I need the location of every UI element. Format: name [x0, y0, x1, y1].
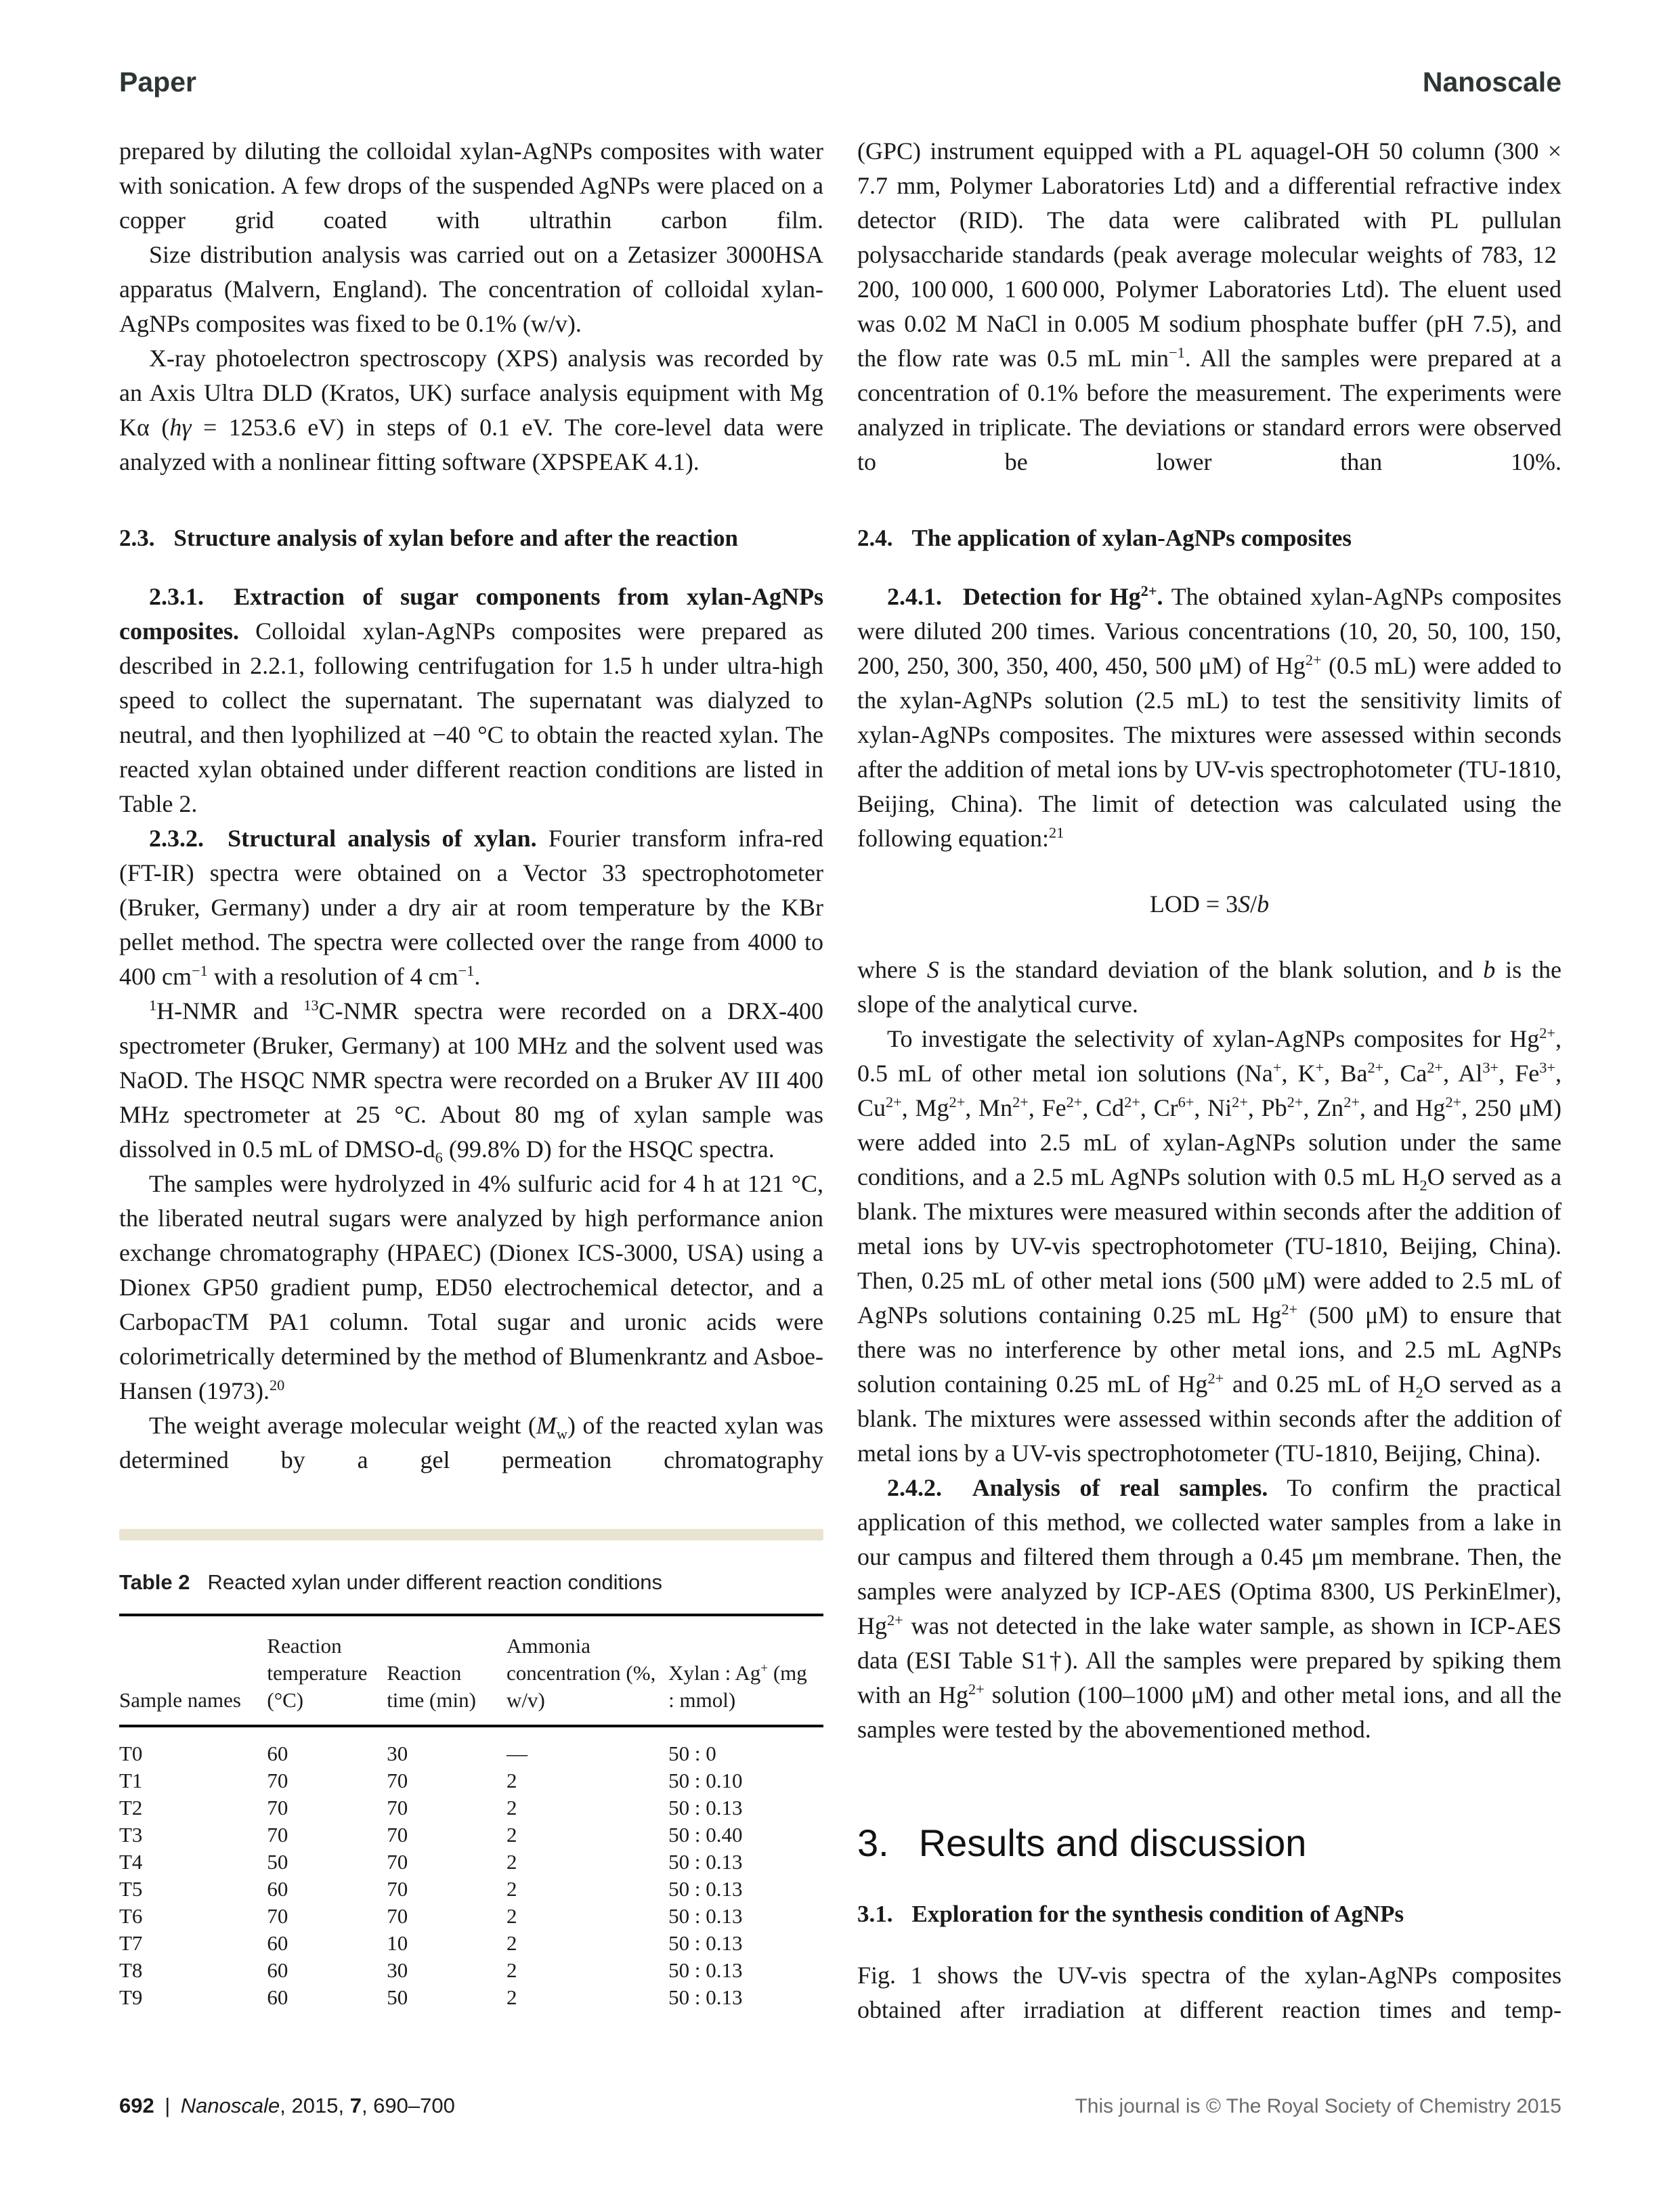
section-number: 2.3. — [119, 525, 155, 551]
table-cell: 2 — [506, 1769, 517, 1792]
table-cell: 50 — [267, 1850, 288, 1874]
section-heading-3 — [857, 1821, 1561, 1865]
table-cell: 2 — [506, 1958, 517, 1982]
table-cell: T9 — [119, 1985, 143, 2009]
table-row — [119, 1984, 823, 2011]
table-header — [119, 1615, 823, 1726]
table-cell: 2 — [506, 1985, 517, 2009]
table-caption — [119, 1569, 823, 1596]
table-row — [119, 1930, 823, 1957]
paragraph-2-3-1: 2.3.1. Extraction of sugar components from xylan-AgNPs composites. Colloidal xylan-AgNPs composites were prepared as described in 2.2.1, following centrifugation for 1.5 h under ultra-high speed to collect the supernatant. The supernatant was dialyzed to neutral, and then lyophilized at −40 °C to obtain the reacted xylan. The reacted xylan obtained under different reaction conditions are listed in Table 2. — [119, 583, 823, 817]
table-cell: 50 : 0.13 — [668, 1904, 743, 1928]
table-cell: T7 — [119, 1931, 143, 1955]
table-row — [119, 1876, 823, 1903]
page-header — [119, 66, 1561, 98]
column-header-xylan-ag-ratio: Xylan : Ag+ (mg : mmol) — [668, 1615, 823, 1726]
table-cell: T0 — [119, 1742, 143, 1765]
section-number: 3. — [857, 1821, 889, 1864]
table-cell: 2 — [506, 1823, 517, 1847]
table-cell: 50 : 0.10 — [668, 1769, 743, 1792]
paragraph-nmr: $^1$H-NMR and $^{13}$C-NMR spectra were recorded on a DRX-400 spectrometer (Bruker, Germany) at 100 MHz and the solvent used was NaOD. The HSQC NMR spectra were recorded on a Bruker AV III 400 MHz spectrometer at 25 °C. About 80 mg of xylan sample was dissolved in 0.5 mL of DMSO-$d_6$ (99.8% D) for the HSQC spectra. — [119, 997, 823, 1167]
table-cell: 2 — [506, 1904, 517, 1928]
table-cell: 70 — [267, 1769, 288, 1792]
two-column-body — [119, 134, 1561, 2027]
table-cell: T1 — [119, 1769, 143, 1792]
left-column — [119, 134, 823, 2027]
table-cell: 50 : 0.13 — [668, 1850, 743, 1874]
table-cell: 60 — [267, 1877, 288, 1901]
section-title: Exploration for the synthesis condition of AgNPs — [911, 1901, 1404, 1927]
copyright-notice: This journal is © The Royal Society of Chemistry 2015 — [1075, 2095, 1561, 2117]
table-body — [119, 1726, 823, 2011]
table-cell: 50 : 0 — [668, 1742, 716, 1765]
paragraph-size-distribution: Size distribution analysis was carried out on a Zetasizer 3000HSA apparatus (Malvern, England). The concentration of colloidal xylan-AgNPs composites was fixed to be 0.1% (w/v). — [119, 241, 823, 337]
table-cell: T6 — [119, 1904, 143, 1928]
table-cell: 70 — [387, 1904, 408, 1928]
table-cell: 60 — [267, 1985, 288, 2009]
table-cell: T3 — [119, 1823, 143, 1847]
table-cell: 60 — [267, 1931, 288, 1955]
article-type-label: Paper — [119, 66, 196, 98]
paragraph-molecular-weight: The weight average molecular weight $(M_w)$ of the reacted xylan was determined by a gel permeation chromatography — [119, 1412, 824, 1473]
table-cell: T4 — [119, 1850, 143, 1874]
section-heading-3-1 — [857, 1899, 1561, 1930]
section-title: The application of xylan-AgNPs composites — [911, 525, 1352, 551]
table-row — [119, 1957, 823, 1984]
table-divider-bar — [119, 1529, 823, 1540]
paragraph-xps: X-ray photoelectron spectroscopy (XPS) analysis was recorded by an Axis Ultra DLD (Kratos, UK) surface analysis equipment with Mg Kα (hγ = 1253.6 eV) in steps of 0.1 eV. The core-level data were analyzed with a nonlinear fitting software (XPSPEAK 4.1). — [119, 345, 823, 475]
table-row — [119, 1794, 823, 1821]
table-cell: 60 — [267, 1742, 288, 1765]
right-column — [857, 134, 1561, 2027]
section-title: Structure analysis of xylan before and after the reaction — [173, 525, 738, 551]
table-caption-text: Reacted xylan under different reaction conditions — [207, 1570, 663, 1594]
equation-lod: LOD = 3S/b — [1149, 890, 1270, 918]
table-row — [119, 1726, 823, 1767]
paragraph-selectivity: To investigate the selectivity of xylan-AgNPs composites for $Hg^{2+}$, 0.5 mL of other metal ion solutions (Na+, K+, $Ba^{2+}$, $Ca^{2+}$, $Al^{3+}$, $Fe^{3+}$, $Cu^{2+}$, $Mg^{2+}$, $Mn^{2+}$, $Fe^{2+}$, $Cd^{2+}$, $Cr^{6+}$, $Ni^{2+}$, $Pb^{2+}$, $Zn^{2+}$, and $Hg^{2+}$, 250 μM) were added into 2.5 mL of xylan-AgNPs solution under the same conditions, and a 2.5 mL AgNPs solution with 0.5 mL $H_2O$ served as a blank. The mixtures were measured within seconds after the addition of metal ions by UV-vis spectrophotometer (TU-1810, Beijing, China). Then, 0.25 mL of other metal ions (500 μM) were added to 2.5 mL of AgNPs solutions containing 0.25 mL $Hg^{2+}$ (500 μM) to ensure that there was no interference by other metal ions, and 2.5 mL AgNPs solution containing 0.25 mL of $Hg^{2+}$ and 0.25 mL of $H_2O$ served as a blank. The mixtures were assessed within seconds after the addition of metal ions by a UV-vis spectrophotometer (TU-1810, Beijing, China). — [857, 1024, 1562, 1467]
table-cell: T2 — [119, 1796, 143, 1819]
journal-title: Nanoscale — [1422, 66, 1561, 98]
table-row — [119, 1767, 823, 1794]
table-cell: 50 : 0.13 — [668, 1958, 743, 1982]
table-cell: 2 — [506, 1877, 517, 1901]
page-citation: 692 | Nanoscale, 2015, 7, 690–700 — [119, 2094, 455, 2117]
paragraph-gpc: (GPC) instrument equipped with a PL aquagel-OH 50 column (300 × 7.7 mm, Polymer Laboratories Ltd) and a differential refractive index detector (RID). The data were calibrated with PL pullulan polysaccharide standards (peak average molecular weights of 783, 12 200, 100 000, 1 600 000, Polymer Laboratories Ltd). The eluent used was 0.02 M NaCl in 0.005 M sodium phosphate buffer (pH 7.5), and the flow rate was 0.5 mL $\min^{-1}$. All the samples were prepared at a concentration of 0.1% before the measurement. The experiments were analyzed in triplicate. The deviations or standard errors were observed to be lower than 10%. — [857, 137, 1562, 475]
table-cell: 70 — [387, 1769, 408, 1792]
table-cell: 50 : 0.13 — [668, 1877, 743, 1901]
table-row — [119, 1821, 823, 1849]
table-cell: 70 — [267, 1904, 288, 1928]
table-cell: 70 — [267, 1796, 288, 1819]
paragraph-continuation: prepared by diluting the colloidal xylan-AgNPs composites with water with sonication. A few drops of the suspended AgNPs were placed on a copper grid coated with ultrathin carbon film. — [119, 137, 823, 234]
table-cell: 2 — [506, 1796, 517, 1819]
table-cell: 30 — [387, 1742, 408, 1765]
table-cell: 70 — [387, 1877, 408, 1901]
table-cell: 2 — [506, 1931, 517, 1955]
paragraph-2-4-1: 2.4.1. Detection for $Hg^{2+}$. The obtained xylan-AgNPs composites were diluted 200 times. Various concentrations (10, 20, 50, 100, 150, 200, 250, 300, 350, 400, 450, 500 μM) of $Hg^{2+}$ (0.5 mL) were added to the xylan-AgNPs solution (2.5 mL) to test the sensitivity limits of xylan-AgNPs composites. The mixtures were assessed within seconds after the addition of metal ions by UV-vis spectrophotometer (TU-1810, Beijing, China). The limit of detection was calculated using the following equation:$^{21}$ — [857, 582, 1562, 852]
table-cell: 70 — [387, 1823, 408, 1847]
column-header-reaction-time: Reaction time (min) — [387, 1615, 507, 1726]
table-cell: 50 : 0.13 — [668, 1931, 743, 1955]
table-cell: 70 — [387, 1850, 408, 1874]
table-row — [119, 1903, 823, 1930]
paragraph-hydrolysis: The samples were hydrolyzed in 4% sulfuric acid for 4 h at 121 °C, the liberated neutral sugars were analyzed by high performance anion exchange chromatography (HPAEC) (Dionex ICS-3000, USA) using a Dionex GP50 gradient pump, ED50 electrochemical detector, and a CarbopacTM PA1 column. Total sugar and uronic acids were colorimetrically determined by the method of Blumenkrantz and Asboe-Hansen (1973).$^{20}$ — [119, 1170, 823, 1404]
paragraph-fig1: Fig. 1 shows the UV-vis spectra of the xylan-AgNPs composites obtained after irradiation at different reaction times and temp- — [857, 1962, 1561, 2023]
paragraph-2-3-2: 2.3.2. Structural analysis of xylan. Fourier transform infra-red (FT-IR) spectra were obtained on a Vector 33 spectrophotometer (Bruker, Germany) under a dry air at room temperature by the KBr pellet method. The spectra were collected over the range from 4000 to 400 $cm^{-1}$ with a resolution of 4 $cm^{-1}$. — [119, 825, 823, 990]
column-header-ammonia-concentration: Ammonia concentration (%, w/v) — [507, 1615, 668, 1726]
table-2 — [119, 1614, 823, 2011]
column-header-sample-names: Sample names — [119, 1615, 267, 1726]
table-row — [119, 1849, 823, 1876]
paragraph-equation-where: where S is the standard deviation of the blank solution, and b is the slope of the analytical curve. — [857, 956, 1561, 1018]
section-heading-2-3 — [119, 523, 823, 554]
paragraph-2-4-2: 2.4.2. Analysis of real samples. To confirm the practical application of this method, we collected water samples from a lake in our campus and filtered them through a 0.45 μm membrane. Then, the samples were analyzed by ICP-AES (Optima 8300, US PerkinElmer), $Hg^{2+}$ was not detected in the lake water sample, as shown in ICP-AES data (ESI Table S1†). All the samples were prepared by spiking them with an $Hg^{2+}$ solution (100–1000 μM) and other metal ions, and all the samples were tested by the abovementioned method. — [857, 1474, 1561, 1743]
table-cell: 10 — [387, 1931, 408, 1955]
table-cell: T5 — [119, 1877, 143, 1901]
table-label: Table 2 — [119, 1570, 190, 1594]
table-cell: — — [506, 1742, 527, 1765]
table-cell: 70 — [267, 1823, 288, 1847]
section-number: 3.1. — [857, 1901, 893, 1927]
section-heading-2-4 — [857, 523, 1561, 554]
page-footer — [119, 2094, 1561, 2118]
table-cell: 60 — [267, 1958, 288, 1982]
table-cell: 50 : 0.13 — [668, 1796, 743, 1819]
table-cell: 50 — [387, 1985, 408, 2009]
table-cell: 30 — [387, 1958, 408, 1982]
column-header-reaction-temperature: Reaction temperature (°C) — [267, 1615, 387, 1726]
table-cell: T8 — [119, 1958, 143, 1982]
table-cell: 50 : 0.40 — [668, 1823, 743, 1847]
table-cell: 2 — [506, 1850, 517, 1874]
table-cell: 50 : 0.13 — [668, 1985, 743, 2009]
section-number: 2.4. — [857, 525, 893, 551]
section-title: Results and discussion — [918, 1821, 1307, 1864]
table-cell: 70 — [387, 1796, 408, 1819]
